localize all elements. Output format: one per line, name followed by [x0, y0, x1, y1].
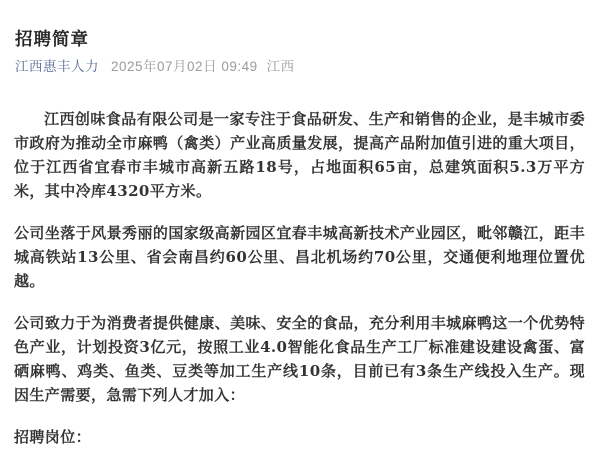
byline — [15, 58, 585, 76]
section-label-positions: 招聘岗位： — [14, 428, 92, 446]
article-title: 招聘简章 — [15, 29, 89, 49]
article-body — [14, 107, 585, 449]
body-paragraph-production: 公司致力于为消费者提供健康、美味、安全的食品，充分利用丰城麻鸭这一个优势特色产业，计划投资3亿元，按照工业4.0智能化食品生产工厂标准建设建设禽蛋、富硒麻鸭、鸡类、鱼类、豆类等加工生产线10条，目前已有3条生产线投入生产。现因生产需要，急需下列人才加入： — [14, 314, 585, 404]
publish-date: 2025年07月02日 09:49 — [111, 59, 258, 74]
account-name-link[interactable]: 江西惠丰人力 — [15, 59, 99, 74]
publish-location: 江西 — [266, 59, 295, 74]
body-paragraph-location: 公司坐落于风景秀丽的国家级高新园区宜春丰城高新技术产业园区，毗邻赣江，距丰城高铁站13公里、省会南昌约60公里、昌北机场约70公里，交通便利地理位置优越。 — [14, 224, 585, 290]
body-paragraph-company-intro: 江西创味食品有限公司是一家专注于食品研发、生产和销售的企业，是丰城市委市政府为推动全市麻鸭（禽类）产业高质量发展，提高产品附加值引进的重大项目，位于江西省宜春市丰城市高新五路18号，占地面积65亩，总建筑面积5.3万平方米，其中冷库4320平方米。 — [14, 110, 585, 200]
